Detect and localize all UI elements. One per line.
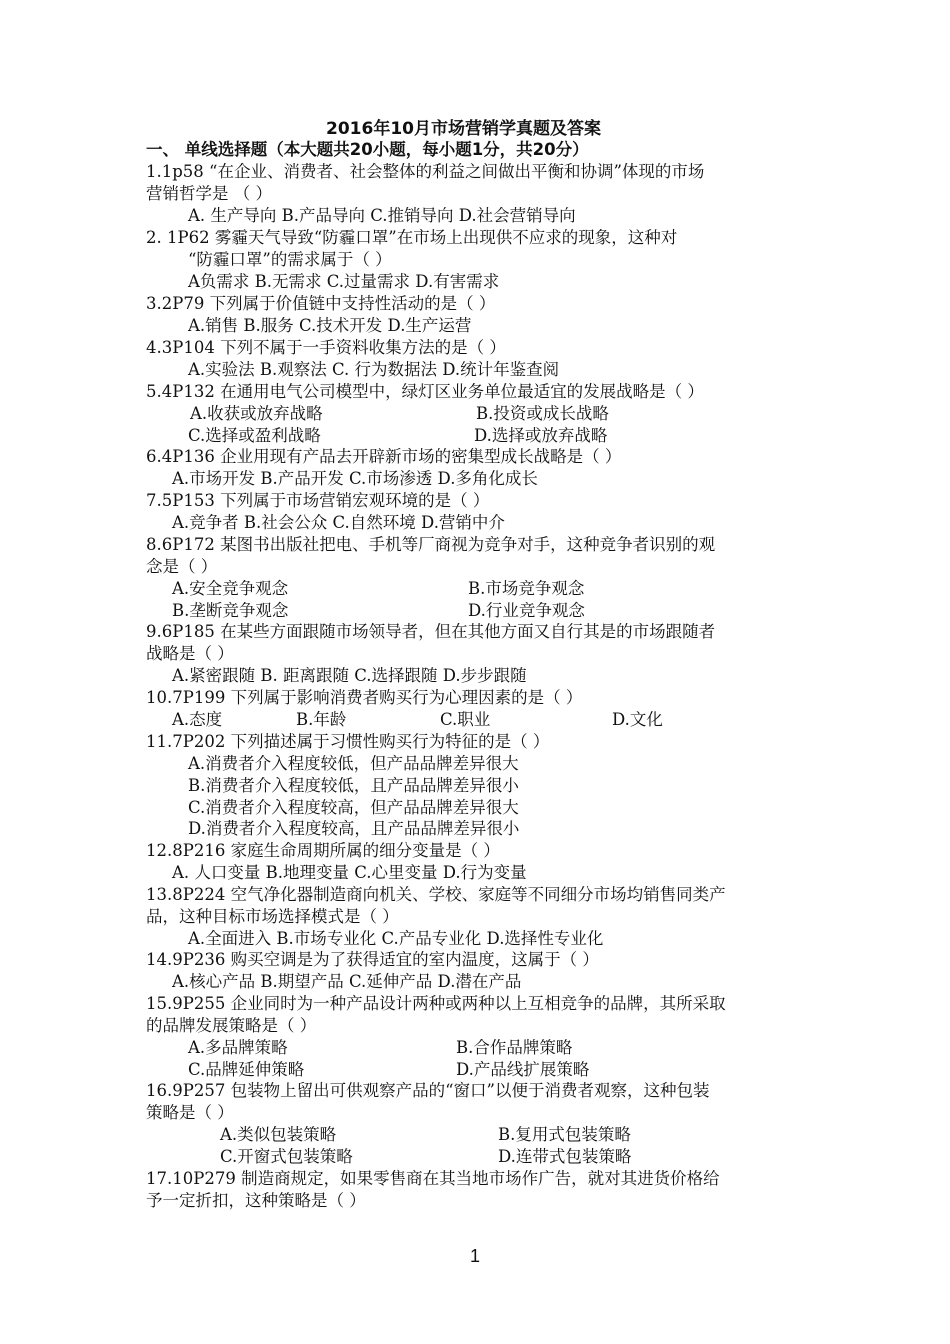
option-item: B.复用式包装策略 bbox=[498, 1125, 631, 1144]
option-item: A.多品牌策略 bbox=[188, 1038, 288, 1057]
question-text: 品，这种目标市场选择模式是（ ） bbox=[146, 907, 399, 926]
question-text: 7.5P153 下列属于市场营销宏观环境的是（ ） bbox=[146, 491, 490, 510]
option-item: D.行业竞争观念 bbox=[468, 601, 585, 620]
option-item: B.垄断竞争观念 bbox=[172, 601, 289, 620]
option-item: B.年龄 bbox=[296, 710, 347, 729]
option-line: A.消费者介入程度较低，但产品品牌差异很大 bbox=[188, 754, 519, 773]
question-text: 14.9P236 购买空调是为了获得适宜的室内温度，这属于（ ） bbox=[146, 950, 599, 969]
option-line: A.核心产品 B.期望产品 C.延伸产品 D.潜在产品 bbox=[172, 972, 522, 991]
option-item: C.选择或盈利战略 bbox=[188, 426, 321, 445]
section-heading: 一、 单线选择题（本大题共20小题，每小题1分，共20分） bbox=[146, 140, 589, 159]
question-text: 6.4P136 企业用现有产品去开辟新市场的密集型成长战略是（ ） bbox=[146, 447, 622, 466]
option-item: C.开窗式包装策略 bbox=[220, 1147, 353, 1166]
question-text: 2. 1P62 雾霾天气导致“防霾口罩”在市场上出现供不应求的现象，这种对 bbox=[146, 228, 678, 247]
option-item: C.职业 bbox=[440, 710, 491, 729]
option-line: A.竞争者 B.社会公众 C.自然环境 D.营销中介 bbox=[172, 513, 505, 532]
question-text: 8.6P172 某图书出版社把电、手机等厂商视为竞争对手，这种竞争者识别的观 bbox=[146, 535, 716, 554]
option-line: A.全面进入 B.市场专业化 C.产品专业化 D.选择性专业化 bbox=[188, 929, 604, 948]
option-item: D.文化 bbox=[612, 710, 663, 729]
question-text: 4.3P104 下列不属于一手资料收集方法的是（ ） bbox=[146, 338, 506, 357]
question-text: 3.2P79 下列属于价值链中支持性活动的是（ ） bbox=[146, 294, 496, 313]
option-line: B.消费者介入程度较低，且产品品牌差异很小 bbox=[188, 776, 519, 795]
question-text: 战略是（ ） bbox=[146, 644, 234, 663]
question-text: 5.4P132 在通用电气公司模型中，绿灯区业务单位最适宜的发展战略是（ ） bbox=[146, 382, 704, 401]
option-line: A.市场开发 B.产品开发 C.市场渗透 D.多角化成长 bbox=[172, 469, 538, 488]
question-text: 16.9P257 包装物上留出可供观察产品的“窗口”以便于消费者观察，这种包装 bbox=[146, 1081, 710, 1100]
option-line: A.销售 B.服务 C.技术开发 D.生产运营 bbox=[188, 316, 472, 335]
question-text: 念是（ ） bbox=[146, 557, 218, 576]
option-item: D.选择或放弃战略 bbox=[474, 426, 608, 445]
option-line: A负需求 B.无需求 C.过量需求 D.有害需求 bbox=[188, 272, 500, 291]
option-item: A.类似包装策略 bbox=[220, 1125, 337, 1144]
option-line: A.紧密跟随 B. 距离跟随 C.选择跟随 D.步步跟随 bbox=[172, 666, 527, 685]
option-item: D.产品线扩展策略 bbox=[456, 1060, 590, 1079]
option-line: A.实验法 B.观察法 C. 行为数据法 D.统计年鉴查阅 bbox=[188, 360, 560, 379]
option-item: A.态度 bbox=[172, 710, 223, 729]
question-text: 17.10P279 制造商规定，如果零售商在其当地市场作广告，就对其进货价格给 bbox=[146, 1169, 720, 1188]
question-text: 的品牌发展策略是（ ） bbox=[146, 1016, 317, 1035]
question-text: “防霾口罩”的需求属于（ ） bbox=[188, 250, 392, 269]
page-number: 1 bbox=[469, 1246, 480, 1266]
option-line: A. 人口变量 B.地理变量 C.心里变量 D.行为变量 bbox=[172, 863, 527, 882]
question-text: 策略是（ ） bbox=[146, 1103, 234, 1122]
document-title: 2016年10月市场营销学真题及答案 bbox=[326, 119, 601, 139]
option-line: D.消费者介入程度较高，且产品品牌差异很小 bbox=[188, 819, 520, 838]
option-item: A.安全竞争观念 bbox=[172, 579, 289, 598]
question-text: 12.8P216 家庭生命周期所属的细分变量是（ ） bbox=[146, 841, 500, 860]
question-text: 1.1p58 “在企业、消费者、社会整体的利益之间做出平衡和协调”体现的市场 bbox=[146, 162, 705, 181]
option-item: D.连带式包装策略 bbox=[498, 1147, 632, 1166]
option-item: B.投资或成长战略 bbox=[476, 404, 609, 423]
question-text: 15.9P255 企业同时为一种产品设计两种或两种以上互相竞争的品牌，其所采取 bbox=[146, 994, 726, 1013]
option-item: B.合作品牌策略 bbox=[456, 1038, 573, 1057]
question-text: 11.7P202 下列描述属于习惯性购买行为特征的是（ ） bbox=[146, 732, 550, 751]
question-text: 予一定折扣，这种策略是（ ） bbox=[146, 1191, 366, 1210]
option-line: A. 生产导向 B.产品导向 C.推销导向 D.社会营销导向 bbox=[188, 206, 576, 225]
question-text: 营销哲学是 （ ） bbox=[146, 184, 272, 203]
question-text: 13.8P224 空气净化器制造商向机关、学校、家庭等不同细分市场均销售同类产 bbox=[146, 885, 726, 904]
question-text: 9.6P185 在某些方面跟随市场领导者，但在其他方面又自行其是的市场跟随者 bbox=[146, 622, 716, 641]
option-item: A.收获或放弃战略 bbox=[190, 404, 323, 423]
option-item: C.品牌延伸策略 bbox=[188, 1060, 305, 1079]
option-item: B.市场竞争观念 bbox=[468, 579, 585, 598]
question-text: 10.7P199 下列属于影响消费者购买行为心理因素的是（ ） bbox=[146, 688, 583, 707]
option-line: C.消费者介入程度较高，但产品品牌差异很大 bbox=[188, 798, 519, 817]
